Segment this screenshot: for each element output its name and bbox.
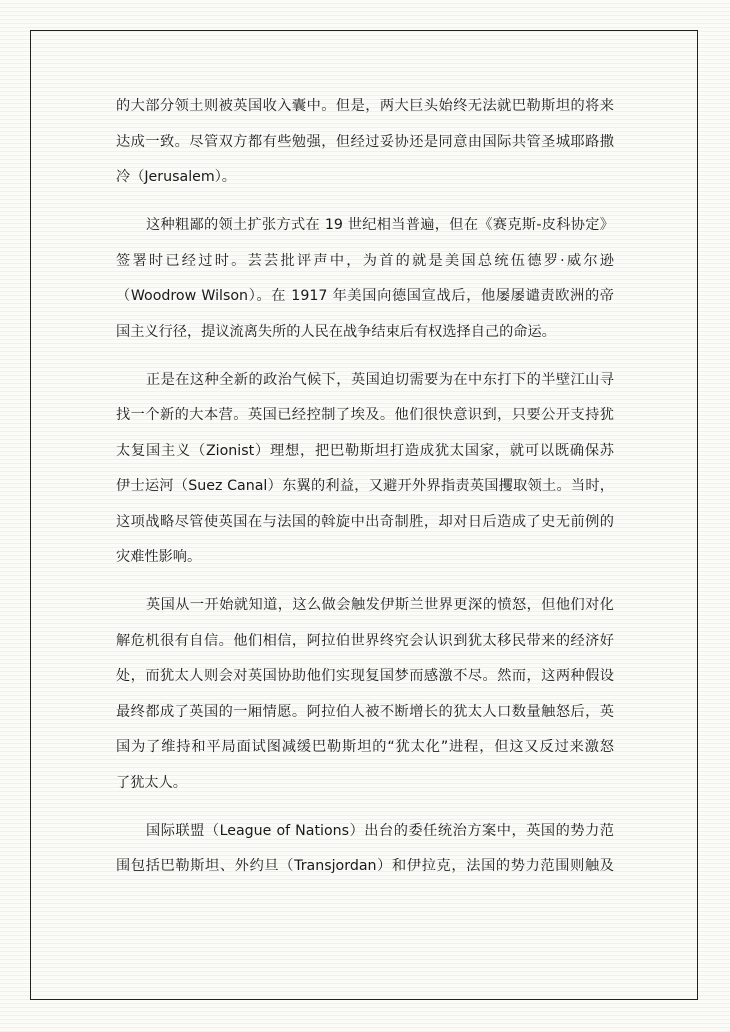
paragraph-4 xyxy=(116,588,614,801)
text-line: 正是在这种全新的政治气候下，英国迫切需要为在中东打下的半壁江山寻 xyxy=(146,371,614,388)
document-body xyxy=(116,89,614,885)
paragraph-3 xyxy=(116,363,614,576)
text-line: 的大部分领土则被英国收入囊中。但是，两大巨头始终无法就巴勒斯坦的将来 xyxy=(116,98,614,114)
text-line: 太复国主义（Zionist）理想，把巴勒斯坦打造成犹太国家，就可以既确保苏 xyxy=(116,442,614,459)
paragraph-5 xyxy=(116,814,614,885)
text-line: 伊士运河（Suez Canal）东翼的利益，又避开外界指责英国攫取领土。当时， xyxy=(116,478,614,494)
text-line: 这项战略尽管使英国在与法国的斡旋中出奇制胜，却对日后造成了史无前例的 xyxy=(116,513,614,530)
text-line: 找一个新的大本营。英国已经控制了埃及。他们很快意识到，只要公开支持犹 xyxy=(116,407,614,423)
text-line: 这种粗鄙的领土扩张方式在 19 世纪相当普遍，但在《赛克斯-皮科协定》 xyxy=(146,217,614,233)
text-line: 最终都成了英国的一厢情愿。阿拉伯人被不断增长的犹太人口数量触怒后，英 xyxy=(116,703,614,720)
text-line: 国为了维持和平局面试图减缓巴勒斯坦的“犹太化”进程，但这又反过来激怒 xyxy=(116,739,614,755)
text-line: 英国从一开始就知道，这么做会触发伊斯兰世界更深的愤怒，但他们对化 xyxy=(146,597,614,613)
text-line: （Woodrow Wilson）。在 1917 年美国向德国宣战后，他屡屡谴责欧洲的帝 xyxy=(116,288,614,304)
text-line: 解危机很有自信。他们相信，阿拉伯世界终究会认识到犹太移民带来的经济好 xyxy=(116,632,614,649)
text-line: 达成一致。尽管双方都有些勉强，但经过妥协还是同意由国际共管圣城耶路撒 xyxy=(116,133,614,150)
text-line: 了犹太人。 xyxy=(116,774,187,791)
text-line: 冷（Jerusalem）。 xyxy=(116,169,236,185)
text-line: 签署时已经过时。芸芸批评声中，为首的就是美国总统伍德罗·威尔逊 xyxy=(116,252,614,269)
text-line: 灾难性影响。 xyxy=(116,549,202,565)
text-line: 国主义行径，提议流离失所的人民在战争结束后有权选择自己的命运。 xyxy=(116,323,556,340)
paragraph-2 xyxy=(116,208,614,350)
text-line: 国际联盟（League of Nations）出台的委任统治方案中，英国的势力范 xyxy=(146,822,614,839)
paragraph-1 xyxy=(116,89,614,196)
text-line: 处，而犹太人则会对英国协助他们实现复国梦而感激不尽。然而，这两种假设 xyxy=(116,668,614,684)
text-line: 围包括巴勒斯坦、外约旦（Transjordan）和伊拉克，法国的势力范围则触及 xyxy=(116,858,614,874)
